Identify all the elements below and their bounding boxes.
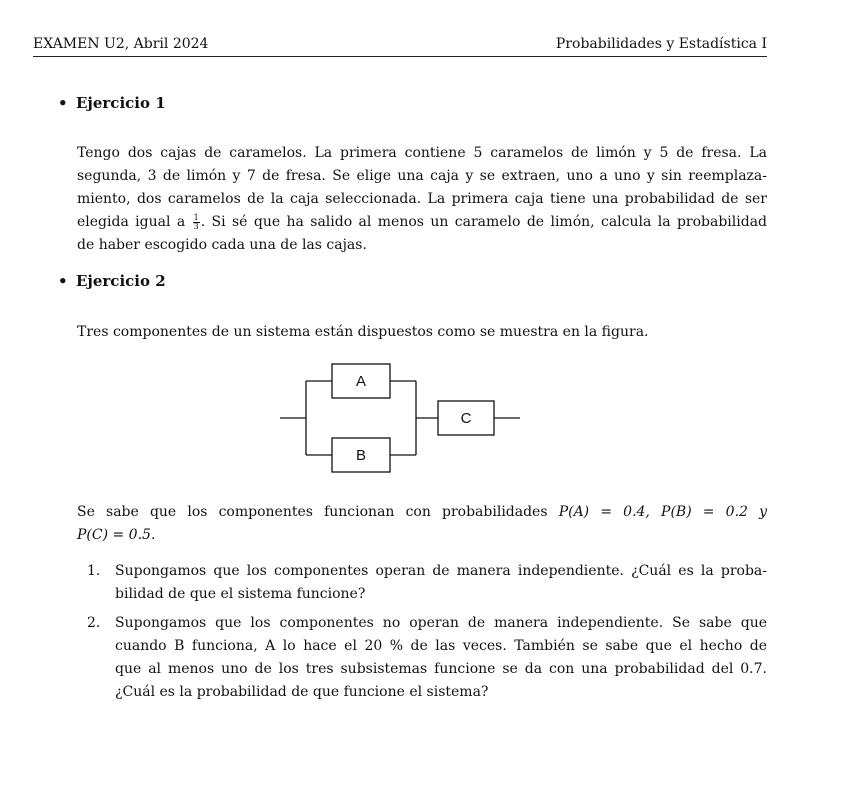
statement-line: miento, dos caramelos de la caja seleccionada. La primera caja tiene una probabilidad de ser <box>77 191 767 207</box>
statement-line: Tengo dos cajas de caramelos. La primera contiene 5 caramelos de limón y 5 de fresa. La <box>77 145 767 161</box>
probabilities-math-line: P(C) = 0.5. <box>77 527 156 543</box>
question-line: ¿Cuál es la probabilidad de que funcione el sistema? <box>115 684 489 700</box>
fraction-denominator: 3 <box>193 221 199 231</box>
component-a-label: A <box>355 373 367 390</box>
exercise-2-title <box>58 271 166 291</box>
exercise-1-title <box>58 93 166 113</box>
system-diagram <box>270 356 530 480</box>
header-rule <box>33 56 767 57</box>
question-line: cuando B funciona, A lo hace el 20 % de las veces. También se sabe que el hecho de <box>115 638 767 654</box>
fraction-one-third <box>193 214 200 231</box>
question-line: bilidad de que el sistema funcione? <box>115 586 366 602</box>
header-course-title: Probabilidades y Estadística I <box>555 36 767 52</box>
probabilities-line <box>77 501 767 524</box>
question-line: Supongamos que los componentes operan de manera independiente. ¿Cuál es la proba- <box>115 563 767 579</box>
component-b-label: B <box>355 447 367 464</box>
question-line: Supongamos que los componentes no operan de manera independiente. Se sabe que <box>115 615 767 631</box>
page-header <box>33 34 767 54</box>
question-number: 1. <box>87 563 101 579</box>
question-number: 2. <box>87 615 101 631</box>
statement-line-with-fraction <box>77 211 767 234</box>
probabilities-math: P(A) = 0.4, P(B) = 0.2 y <box>558 504 767 520</box>
bullet-icon: • <box>58 272 68 290</box>
exercise-1-statement <box>77 142 767 257</box>
header-exam-title: EXAMEN U2, Abril 2024 <box>33 36 209 52</box>
question-line: que al menos uno de los tres subsistemas funcione se da con una probabilidad del 0.7. <box>115 661 767 677</box>
question-text <box>115 560 767 606</box>
exercise-2-title-text: Ejercicio 2 <box>76 272 166 290</box>
exercise-2-intro <box>77 321 767 344</box>
statement-text: elegida igual a <box>77 214 186 230</box>
fraction-numerator: 1 <box>193 212 199 222</box>
statement-line: segunda, 3 de limón y 7 de fresa. Se elige una caja y se extraen, uno a uno y sin reemplaza- <box>77 168 767 184</box>
question-text <box>115 612 767 704</box>
probabilities-text: Se sabe que los componentes funcionan con probabilidades <box>77 504 548 520</box>
exercise-2-probabilities <box>77 501 767 547</box>
statement-line: de haber escogido cada una de las cajas. <box>77 237 367 253</box>
exercise-1-title-text: Ejercicio 1 <box>76 94 166 112</box>
statement-text: . Si sé que ha salido al menos un caramelo de limón, calcula la probabilidad <box>200 214 768 230</box>
component-c-label: C <box>460 410 472 427</box>
intro-line: Tres componentes de un sistema están dispuestos como se muestra en la figura. <box>77 324 649 340</box>
bullet-icon: • <box>58 94 68 112</box>
